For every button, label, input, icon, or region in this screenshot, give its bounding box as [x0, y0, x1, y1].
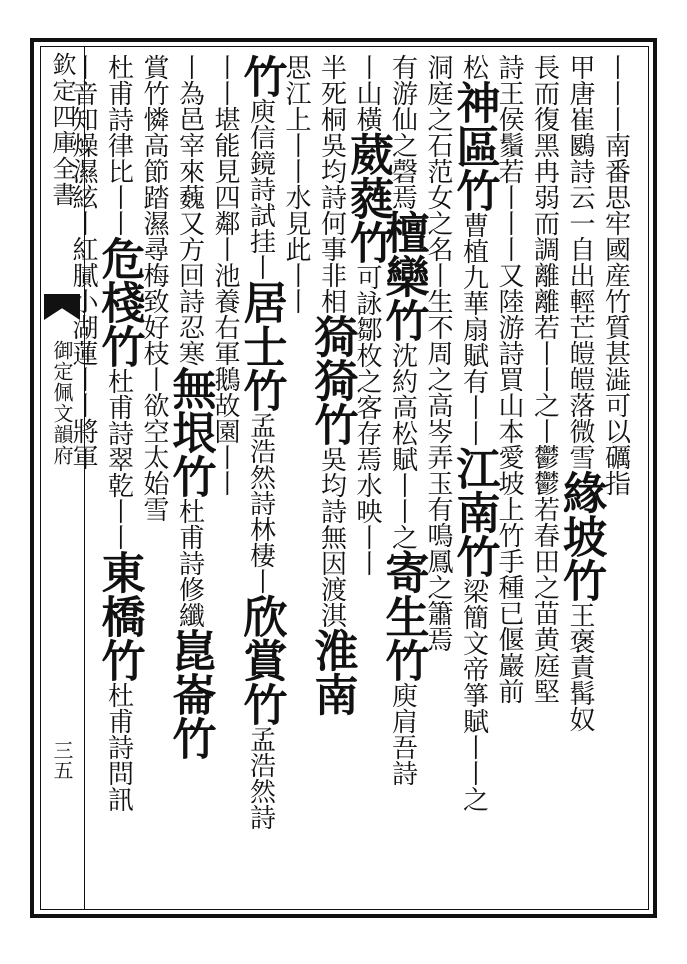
text-column	[210, 54, 248, 902]
entry-text: 丨山橫	[352, 54, 382, 132]
entry-text: 庾信鏡詩試挂丨	[245, 98, 276, 280]
entry-headword: 緣坡竹	[555, 470, 606, 602]
entry-text: 杜甫詩翠乾丨丨	[103, 368, 134, 550]
section-title: 御定佩文韻府	[50, 340, 74, 466]
entry-text: 丨紅膩小湖蓮	[68, 210, 98, 366]
entry-headword: 居士竹	[235, 280, 287, 412]
entry-text: 洞庭之石范女之名丨生不周之高岑弄玉有鳴鳳之簫焉	[423, 54, 453, 652]
text-column	[139, 54, 177, 902]
text-column	[306, 54, 358, 902]
entry-text: 王褒責髯奴	[565, 602, 595, 732]
entry-text: 杜甫詩律比丨丨	[103, 54, 134, 236]
entry-text: 思江上丨丨	[281, 54, 311, 184]
entry-text: 詩王侯鬚若丨丨丨又陸游詩買山本愛坡上竹手種已偃巖前	[494, 54, 524, 704]
entry-headword: 無垠竹	[164, 366, 216, 498]
entry-text: 丨音知燥濕絃	[68, 54, 98, 210]
entry-text: 吳均詩無因渡淇	[316, 446, 347, 628]
entry-text: 甲唐崔鶠詩云一自出輕芒皚皚落微雪	[565, 54, 595, 470]
entry-headword: 葳蕤竹	[342, 132, 393, 264]
entry-text: 可詠鄒枚之客存焉	[352, 264, 382, 472]
text-column	[494, 54, 532, 902]
text-column	[600, 54, 639, 902]
entry-text: 半死桐	[316, 54, 347, 132]
entry-text: 丨欲空太始雪	[139, 366, 169, 522]
entry-text: 長而復黑冉弱而調離離若丨丨之丨鬱鬱若春田之苗黄庭堅	[529, 54, 560, 704]
entry-text: 故園丨丨	[210, 392, 240, 496]
entry-text: 松	[458, 54, 489, 80]
entry-text: 水見此丨丨	[281, 184, 311, 314]
text-column	[529, 54, 568, 902]
entry-text: 沈約高松賦丨丨之	[387, 342, 418, 550]
entry-headword: 淮南	[306, 628, 358, 716]
entry-headword: 猗猗竹	[306, 314, 358, 446]
entry-text: 孟浩然詩	[245, 726, 276, 830]
text-column	[235, 54, 287, 902]
entry-text: 丨丨丨南番思牢國産竹質甚澁可以礪指	[600, 54, 631, 496]
entry-text: 有游仙之磬焉	[387, 54, 418, 210]
text-column	[377, 54, 429, 902]
text-column	[164, 54, 216, 902]
entry-text: 曹植九華扇賦有丨丨	[458, 212, 489, 446]
entry-headword: 崑崙竹	[164, 628, 216, 760]
entry-headword: 江南竹	[448, 446, 500, 578]
entry-text: 水映丨丨	[352, 472, 382, 576]
entry-text: 梁簡文帝箏賦丨丨之	[458, 578, 489, 812]
entry-headword: 神區竹	[448, 80, 500, 212]
entry-text: 杜甫詩修纖	[174, 498, 205, 628]
text-column	[448, 54, 500, 902]
entry-text: 庾肩吾詩	[387, 682, 418, 786]
entry-headword: 危棧竹	[93, 236, 145, 368]
text-column	[423, 54, 461, 902]
text-column	[281, 54, 319, 902]
entry-text: 丨池養右軍鵝	[210, 236, 240, 392]
entry-text: 孟浩然詩林棲丨	[245, 412, 276, 594]
entry-headword: 欣賞竹	[235, 594, 287, 726]
text-column	[93, 54, 145, 902]
entry-headword: 寄生竹	[377, 550, 429, 682]
page-number: 三五	[50, 740, 74, 780]
entry-headword: 竹	[235, 54, 287, 98]
entry-text: 賞竹憐高節踏濕尋梅致好枝	[139, 54, 169, 366]
entry-text: 吳均詩何事非相	[316, 132, 347, 314]
text-column	[68, 54, 106, 902]
entry-text: 丨丨將軍	[68, 366, 98, 470]
text-column	[342, 54, 393, 902]
entry-text: 丨丨堪能見四鄰	[210, 54, 240, 236]
entry-text: 丨為邑宰來蘶又方回詩忍寒	[174, 54, 205, 366]
book-title: 欽定四庫全書	[48, 52, 76, 208]
entry-headword: 檀欒竹	[377, 210, 429, 342]
entry-text: 杜甫詩問訊	[103, 682, 134, 812]
text-column	[555, 54, 606, 902]
entry-headword: 東橋竹	[93, 550, 145, 682]
